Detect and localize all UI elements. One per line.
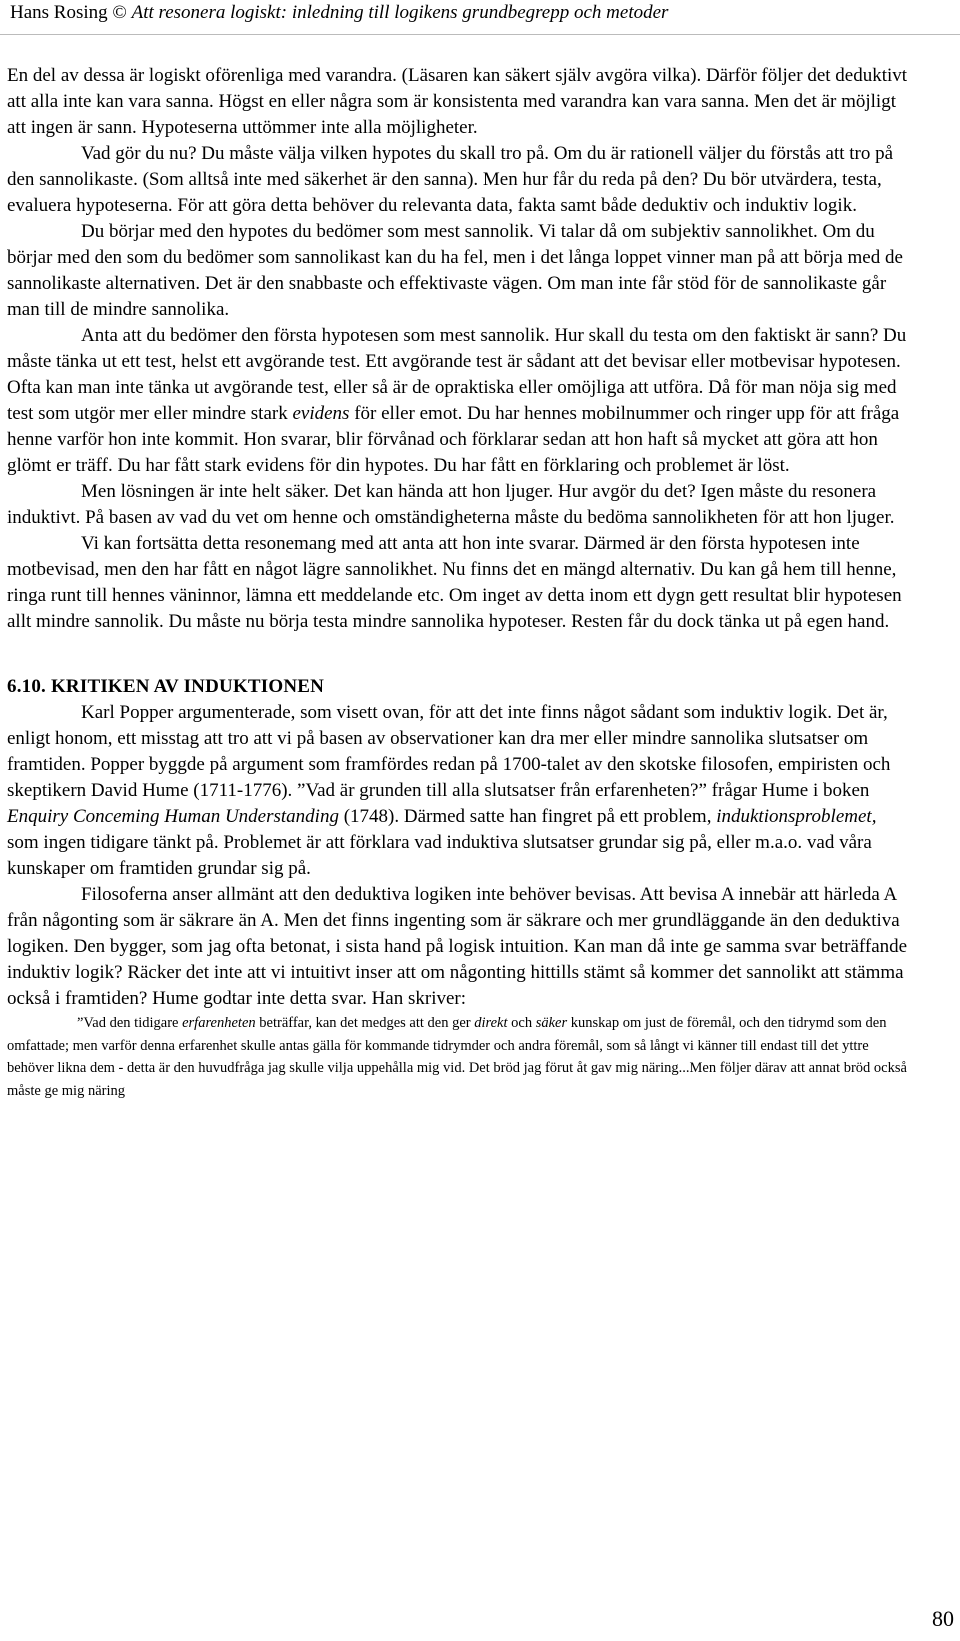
italic-text: Enquiry Conceming Human Understanding xyxy=(7,806,339,827)
paragraph xyxy=(7,219,912,323)
top-paragraphs xyxy=(7,63,912,635)
text-run: för eller emot. Du har hennes mobilnummer och ringer upp för att fråga henne varför hon inte kommit. Hon svarar, blir förvånad och förklarar sedan att hon haft så mycket att göra att hon glömt er träff. Du har fått stark evidens för din hypotes. Du har fått en förklaring och problemet är löst. xyxy=(7,403,900,476)
paragraph xyxy=(7,141,912,219)
text-run: Men lösningen är inte helt säker. Det kan hända att hon ljuger. Hur avgör du det? Igen måste du resonera induktivt. På basen av vad du vet om henne och omständigheterna måste du bedöma sannolikheten för att hon ljuger. xyxy=(7,481,895,528)
section-heading: 6.10. KRITIKEN AV INDUKTIONEN xyxy=(7,676,325,697)
paragraph xyxy=(7,63,912,141)
italic-text: direkt xyxy=(474,1015,508,1031)
text-run: kunskap om just de föremål, och den tidrymd som den omfattade; men varför denna erfarenhet skulle antas gälla för kommande tidrymder och andra föremål, som så långt vi känner till endast till det yttre behöver likna dem - detta är den huvudfråga jag skulle vilja uppehålla mig vid. Det bröd jag förut åt gav mig näring...Men följer därav att annat bröd också måste ge mig näring xyxy=(7,1015,907,1099)
header-divider xyxy=(0,34,960,35)
paragraph xyxy=(7,479,912,531)
text-run: Anta att du bedömer den första hypotesen som mest sannolik. Hur skall du testa om den faktiskt är sann? Du måste tänka ut ett test, helst ett avgörande test. Ett avgörande test är sådant att det bevisar eller motbevisar hypotesen. Ofta kan man inte tänka ut avgörande test, eller så är de opraktiska eller omöjliga att utföra. Då för man nöja sig med test som utgör mer eller mindre stark xyxy=(7,325,907,424)
text-run: Karl Popper argumenterade, som visett ovan, för att det inte finns något sådant som induktiv logik. Det är, enligt honom, ett misstag att tro att vi på basen av observationer kan dra mer eller mindre sannolika slutsatser om framtiden. Popper byggde på argument som framfördes redan på 1700-talet av den skotske filosofen, empiristen och skeptikern David Hume (1711-1776). ”Vad är grunden till alla slutsatser från erfarenheten?” frågar Hume i boken xyxy=(7,702,891,801)
text-run: och xyxy=(507,1015,536,1031)
text-run: beträffar, kan det medges att den ger xyxy=(255,1015,475,1031)
text-run: Vi kan fortsätta detta resonemang med att anta att hon inte svarar. Därmed är den första hypotesen inte motbevisad, men den har fått en något lägre sannolikhet. Nu finns det en mängd alternativ. Du kan gå hem till henne, ringa runt till hennes väninnor, lämna ett meddelande etc. Om inget av detta inom ett dygn gett resultat blir hypotesen allt mindre sannolik. Du måste nu börja testa mindre sannolika hypoteser. Resten får du dock tänka ut på egen hand. xyxy=(7,533,902,632)
page-number: 80 xyxy=(932,1606,954,1631)
running-header xyxy=(10,2,668,24)
section-paragraphs xyxy=(7,700,912,1012)
header-author: Hans Rosing © xyxy=(10,2,127,23)
paragraph xyxy=(7,531,912,635)
header-title: Att resonera logiskt: inledning till logikens grundbegrepp och metoder xyxy=(131,2,669,23)
block-quote xyxy=(7,1012,912,1102)
text-run: Vad gör du nu? Du måste välja vilken hypotes du skall tro på. Om du är rationell väljer du förstås att tro på den sannolikaste. (Som alltså inte med säkerhet är den sanna). Men hur får du reda på den? Du bör utvärdera, testa, evaluera hypoteserna. För att göra detta behöver du relevanta data, fakta samt både deduktiv och induktiv logik. xyxy=(7,143,894,216)
italic-text: säker xyxy=(535,1015,568,1031)
text-run: Du börjar med den hypotes du bedömer som mest sannolik. Vi talar då om subjektiv sannolikhet. Om du börjar med den som du bedömer som sannolikast kan du ha fel, men i det långa loppet vinner man på att börja med de sannolikaste alternativen. Det är den snabbaste och effektivaste vägen. Om man inte får stöd för de sannolikaste går man till de mindre sannolika. xyxy=(7,221,903,320)
italic-text: induktionsproblemet, xyxy=(716,806,877,827)
italic-text: erfarenheten xyxy=(182,1015,256,1031)
text-run: (1748). Därmed satte han fingret på ett problem, xyxy=(338,806,717,827)
italic-text: evidens xyxy=(292,403,350,424)
paragraph xyxy=(7,700,912,882)
section-spacer xyxy=(7,635,912,674)
paragraph xyxy=(7,323,912,479)
text-run: som ingen tidigare tänkt på. Problemet är att förklara vad induktiva slutsatser grundar sig på, eller m.a.o. vad våra kunskaper om framtiden grundar sig på. xyxy=(7,832,872,879)
paragraph xyxy=(7,882,912,1012)
text-run: Filosoferna anser allmänt att den deduktiva logiken inte behöver bevisas. Att bevisa A innebär att härleda A från någonting som är säkrare än A. Men det finns ingenting som är säkrare och mer grundläggande än den deduktiva logiken. Den bygger, som jag ofta betonat, i sista hand på logisk intuition. Kan man då inte ge samma svar beträffande induktiv logik? Räcker det inte att vi intuitivt inser att om någonting hittills stämt så kommer det sannolikt att stämma också i framtiden? Hume godtar inte detta svar. Han skriver: xyxy=(7,884,908,1009)
page-body xyxy=(7,63,912,1102)
text-run: ”Vad den tidigare xyxy=(77,1015,183,1031)
text-run: En del av dessa är logiskt oförenliga med varandra. (Läsaren kan säkert själv avgöra vilka). Därför följer det deduktivt att alla inte kan vara sanna. Högst en eller några som är konsistenta med varandra kan vara sanna. Men det är möjligt att ingen är sann. Hypoteserna uttömmer inte alla möjligheter. xyxy=(7,65,908,138)
